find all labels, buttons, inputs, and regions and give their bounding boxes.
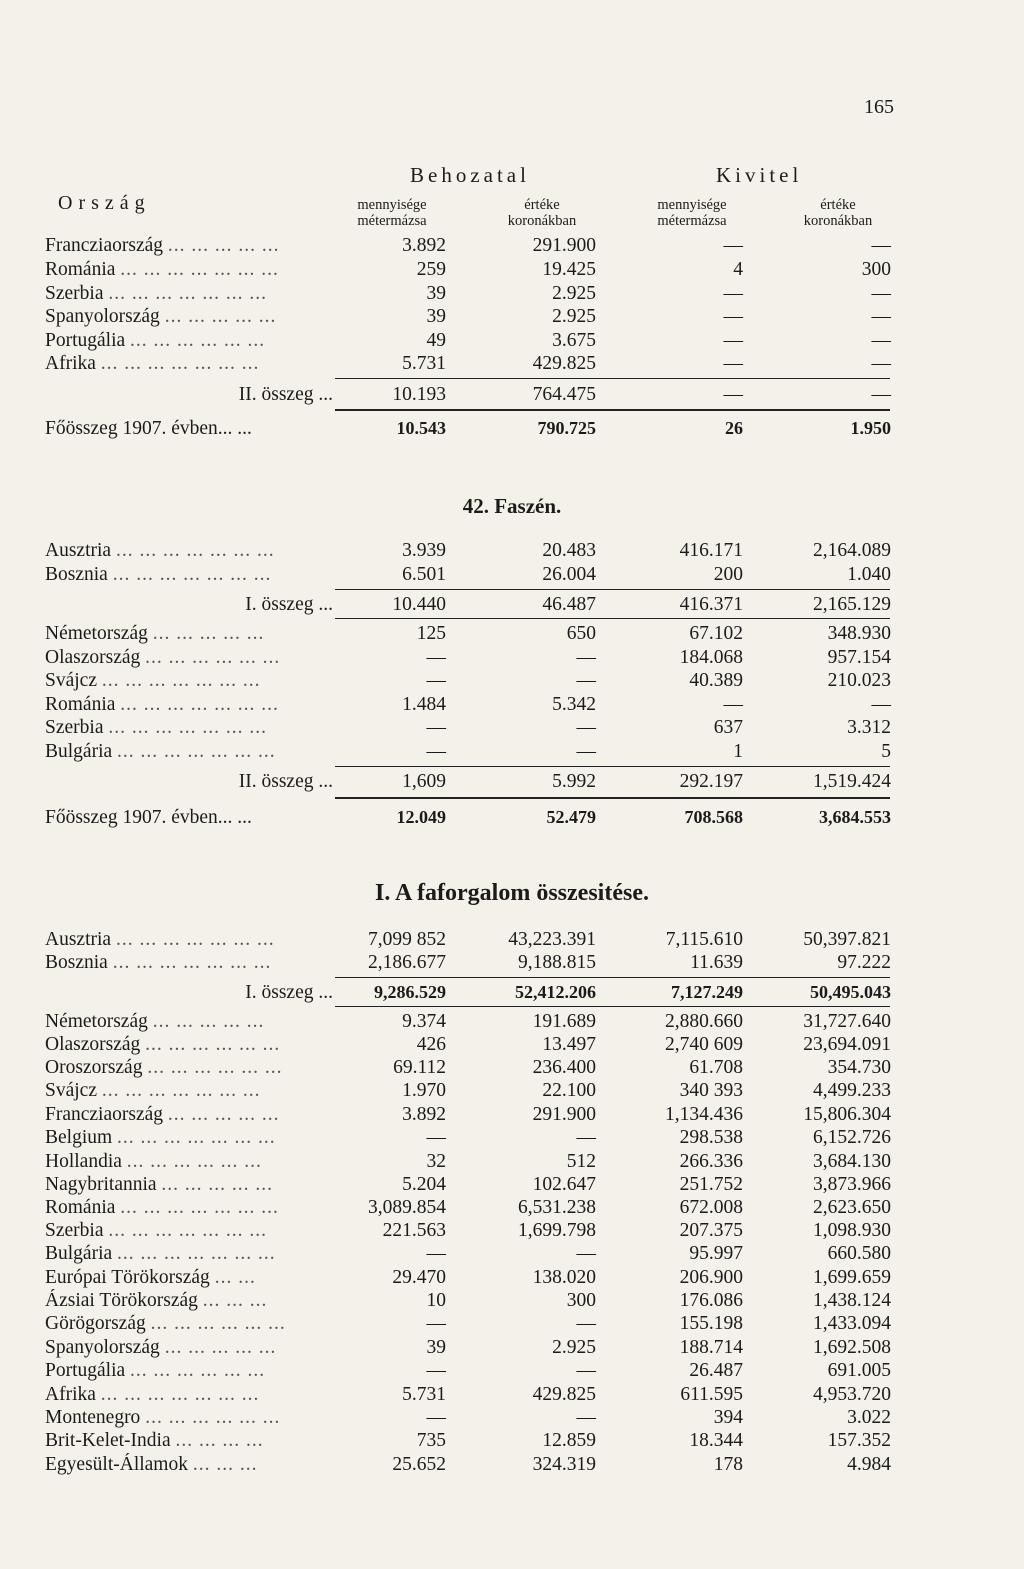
table-row: Belgium ... ... ... ... ... ... ... — — 298.538 6,152.726: [45, 1127, 891, 1148]
table-row: Francziaország ... ... ... ... ... 3.892 291.900 1,134.436 15,806.304: [45, 1104, 891, 1125]
table-row: Spanyolország ... ... ... ... ... 39 2.925 188.714 1,692.508: [45, 1337, 891, 1358]
table-row: Olaszország ... ... ... ... ... ... 426 13.497 2,740 609 23,694.091: [45, 1034, 891, 1055]
table-row: Ausztria ... ... ... ... ... ... ... 7,099 852 43,223.391 7,115.610 50,397.821: [45, 929, 891, 950]
table-row: Portugália ... ... ... ... ... ... 49 3.675 — —: [45, 330, 891, 351]
table-row: Portugália ... ... ... ... ... ... — — 26.487 691.005: [45, 1360, 891, 1381]
rule: [335, 378, 890, 379]
section-title: 42. Faszén.: [462, 494, 562, 518]
header-import: Behozatal: [410, 163, 530, 187]
table-row: Hollandia ... ... ... ... ... ... 32 512 266.336 3,684.130: [45, 1151, 891, 1172]
table-row: Görögország ... ... ... ... ... ... — — 155.198 1,433.094: [45, 1313, 891, 1334]
table-row: Szerbia ... ... ... ... ... ... ... — — 637 3.312: [45, 717, 891, 738]
table-row: Afrika ... ... ... ... ... ... ... 5.731 429.825 — —: [45, 353, 891, 374]
table-row: Németország ... ... ... ... ... 9.374 191.689 2,880.660 31,727.640: [45, 1011, 891, 1032]
header-import-qty: mennyisége métermázsa: [357, 197, 427, 229]
subtotal-row: I. összeg ... 9,286.529 52,412.206 7,127.249 50,495.043: [245, 982, 891, 1003]
table-row: Montenegro ... ... ... ... ... ... — — 394 3.022: [45, 1407, 891, 1428]
rule: [335, 977, 890, 978]
table-row: Brit-Kelet-India ... ... ... ... 735 12.859 18.344 157.352: [45, 1430, 891, 1451]
table-row: Ázsiai Törökország ... ... ... 10 300 176.086 1,438.124: [45, 1290, 891, 1311]
section-title: I. A faforgalom összesitése.: [375, 880, 649, 906]
rule: [335, 766, 890, 767]
header-export: Kivitel: [716, 163, 803, 187]
table-row: Oroszország ... ... ... ... ... ... 69.112 236.400 61.708 354.730: [45, 1057, 891, 1078]
table-row: Németország ... ... ... ... ... 125 650 67.102 348.930: [45, 623, 891, 644]
table-row: Svájcz ... ... ... ... ... ... ... — — 40.389 210.023: [45, 670, 891, 691]
table-row: Afrika ... ... ... ... ... ... ... 5.731 429.825 611.595 4,953.720: [45, 1384, 891, 1405]
rule: [335, 589, 890, 590]
rule: [335, 1006, 890, 1007]
header-export-value: értéke koronákban: [803, 197, 873, 229]
subtotal-row: II. összeg ... 1,609 5.992 292.197 1,519.424: [238, 771, 891, 792]
rule: [335, 409, 890, 411]
table-row: Bulgária ... ... ... ... ... ... ... — — 1 5: [45, 741, 891, 762]
table-row: Bosznia ... ... ... ... ... ... ... 2,186.677 9,188.815 11.639 97.222: [45, 952, 891, 973]
header-country: Ország: [58, 192, 151, 214]
table-row: Szerbia ... ... ... ... ... ... ... 221.563 1,699.798 207.375 1,098.930: [45, 1220, 891, 1241]
subtotal-row: I. összeg ... 10.440 46.487 416.371 2,165.129: [245, 594, 891, 615]
rule: [335, 797, 890, 799]
table-row: Szerbia ... ... ... ... ... ... ... 39 2.925 — —: [45, 283, 891, 304]
subtotal-row: II. összeg ... 10.193 764.475 — —: [238, 384, 891, 405]
table-row: Olaszország ... ... ... ... ... ... — — 184.068 957.154: [45, 647, 891, 668]
table-row: Bulgária ... ... ... ... ... ... ... — — 95.997 660.580: [45, 1243, 891, 1264]
table-row: Francziaország ... ... ... ... ... 3.892 291.900 — —: [45, 235, 891, 256]
table-row: Bosznia ... ... ... ... ... ... ... 6.501 26.004 200 1.040: [45, 564, 891, 585]
table-row: Spanyolország ... ... ... ... ... 39 2.925 — —: [45, 306, 891, 327]
total-row: Főösszeg 1907. évben... ... 12.049 52.479 708.568 3,684.553: [45, 807, 891, 828]
table-row: Nagybritannia ... ... ... ... ... 5.204 102.647 251.752 3,873.966: [45, 1174, 891, 1195]
page-number: 165: [864, 96, 894, 118]
table-row: Egyesült-Államok ... ... ... 25.652 324.319 178 4.984: [45, 1454, 891, 1475]
total-row: Főösszeg 1907. évben... ... 10.543 790.725 26 1.950: [45, 418, 891, 439]
header-export-qty: mennyisége métermázsa: [657, 197, 727, 229]
table-row: Európai Törökország ... ... 29.470 138.020 206.900 1,699.659: [45, 1267, 891, 1288]
rule: [335, 618, 890, 619]
table-row: Románia ... ... ... ... ... ... ... 259 19.425 4 300: [45, 259, 891, 280]
table-row: Románia ... ... ... ... ... ... ... 1.484 5.342 — —: [45, 694, 891, 715]
header-import-value: értéke koronákban: [507, 197, 577, 229]
table-row: Románia ... ... ... ... ... ... ... 3,089.854 6,531.238 672.008 2,623.650: [45, 1197, 891, 1218]
table-row: Svájcz ... ... ... ... ... ... ... 1.970 22.100 340 393 4,499.233: [45, 1080, 891, 1101]
table-row: Ausztria ... ... ... ... ... ... ... 3.939 20.483 416.171 2,164.089: [45, 540, 891, 561]
